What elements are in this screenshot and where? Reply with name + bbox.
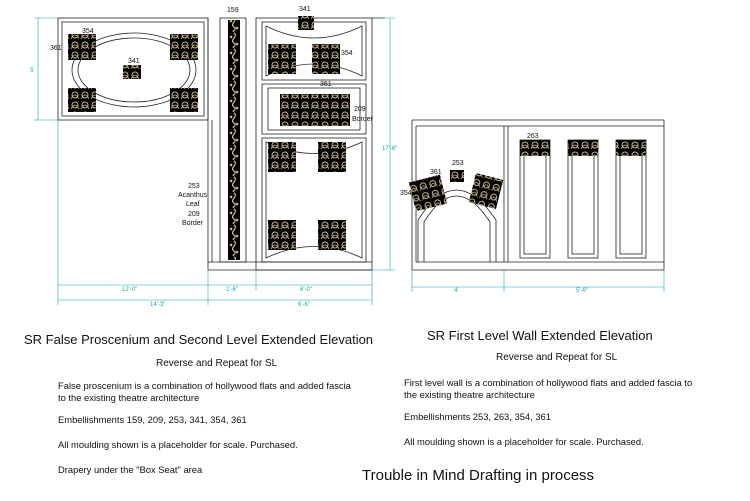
label-361-arch: 361 [430,169,442,176]
dim-left-height: 5' [30,68,35,74]
left-elevation-title: SR False Proscenium and Second Level Extended Elevation [24,332,374,347]
label-361-left: 361 [50,45,62,52]
label-354-arch: 354 [400,190,412,197]
label-341-top: 341 [299,6,311,13]
label-263: 263 [527,133,539,140]
label-354-top: 354 [82,28,94,35]
label-253-arch: 253 [452,160,464,167]
dim-12-0: 12'-0" [122,287,138,293]
right-note-line-2: the existing theatre architecture [404,389,535,400]
label-253: 253 [188,183,200,190]
left-moulding-note: All moulding shown is a placeholder for scale. Purchased. [58,439,298,450]
drafting-status: Trouble in Mind Drafting in process [362,467,595,484]
left-note-line-2: to the existing theatre architecture [58,392,200,403]
left-black-panels [68,34,198,112]
right-elevation-subtitle: Reverse and Repeat for SL [496,352,618,363]
label-341-center: 341 [128,58,140,65]
right-dimension-lines [412,270,664,292]
dim-6-6: 6'-6" [298,302,310,308]
right-moulding-note: All moulding shown is a placeholder for scale. Purchased. [404,436,644,447]
label-border-lower: Border [182,220,204,227]
label-354-right: 354 [341,50,353,57]
label-acanthus: Acanthus [178,192,208,199]
drapery-note: Drapery under the "Box Seat" area [58,464,203,475]
dim-5-6: 5'-6" [576,288,588,294]
first-level-panels [409,140,646,211]
right-elevation-title: SR First Level Wall Extended Elevation [427,328,653,343]
right-embellishments: Embellishments 253, 263, 354, 361 [404,411,551,422]
label-leaf: Leaf [186,201,200,208]
right-note-line-1: First level wall is a combination of hollywood flats and added fascia to [404,377,693,388]
acanthus-strip [228,20,240,260]
label-209-top: 209 [354,106,366,113]
label-209-lower: 209 [188,211,200,218]
dim-1-6: 1'-6" [226,287,238,293]
label-361-mid: 361 [320,81,332,88]
right-black-panels [268,16,350,250]
dim-6-0: 6'-0" [300,287,312,293]
left-embellishments: Embellishments 159, 209, 253, 341, 354, 361 [58,414,247,425]
dim-14-3: 14'-3" [150,302,166,308]
left-elevation-subtitle: Reverse and Repeat for SL [156,358,278,369]
dim-4: 4' [454,288,459,294]
dim-height: 17'-6" [382,146,398,152]
label-159: 159 [227,7,239,14]
label-border-top: Border [352,116,374,123]
left-note-line-1: False proscenium is a combination of hollywood flats and added fascia [58,380,351,391]
